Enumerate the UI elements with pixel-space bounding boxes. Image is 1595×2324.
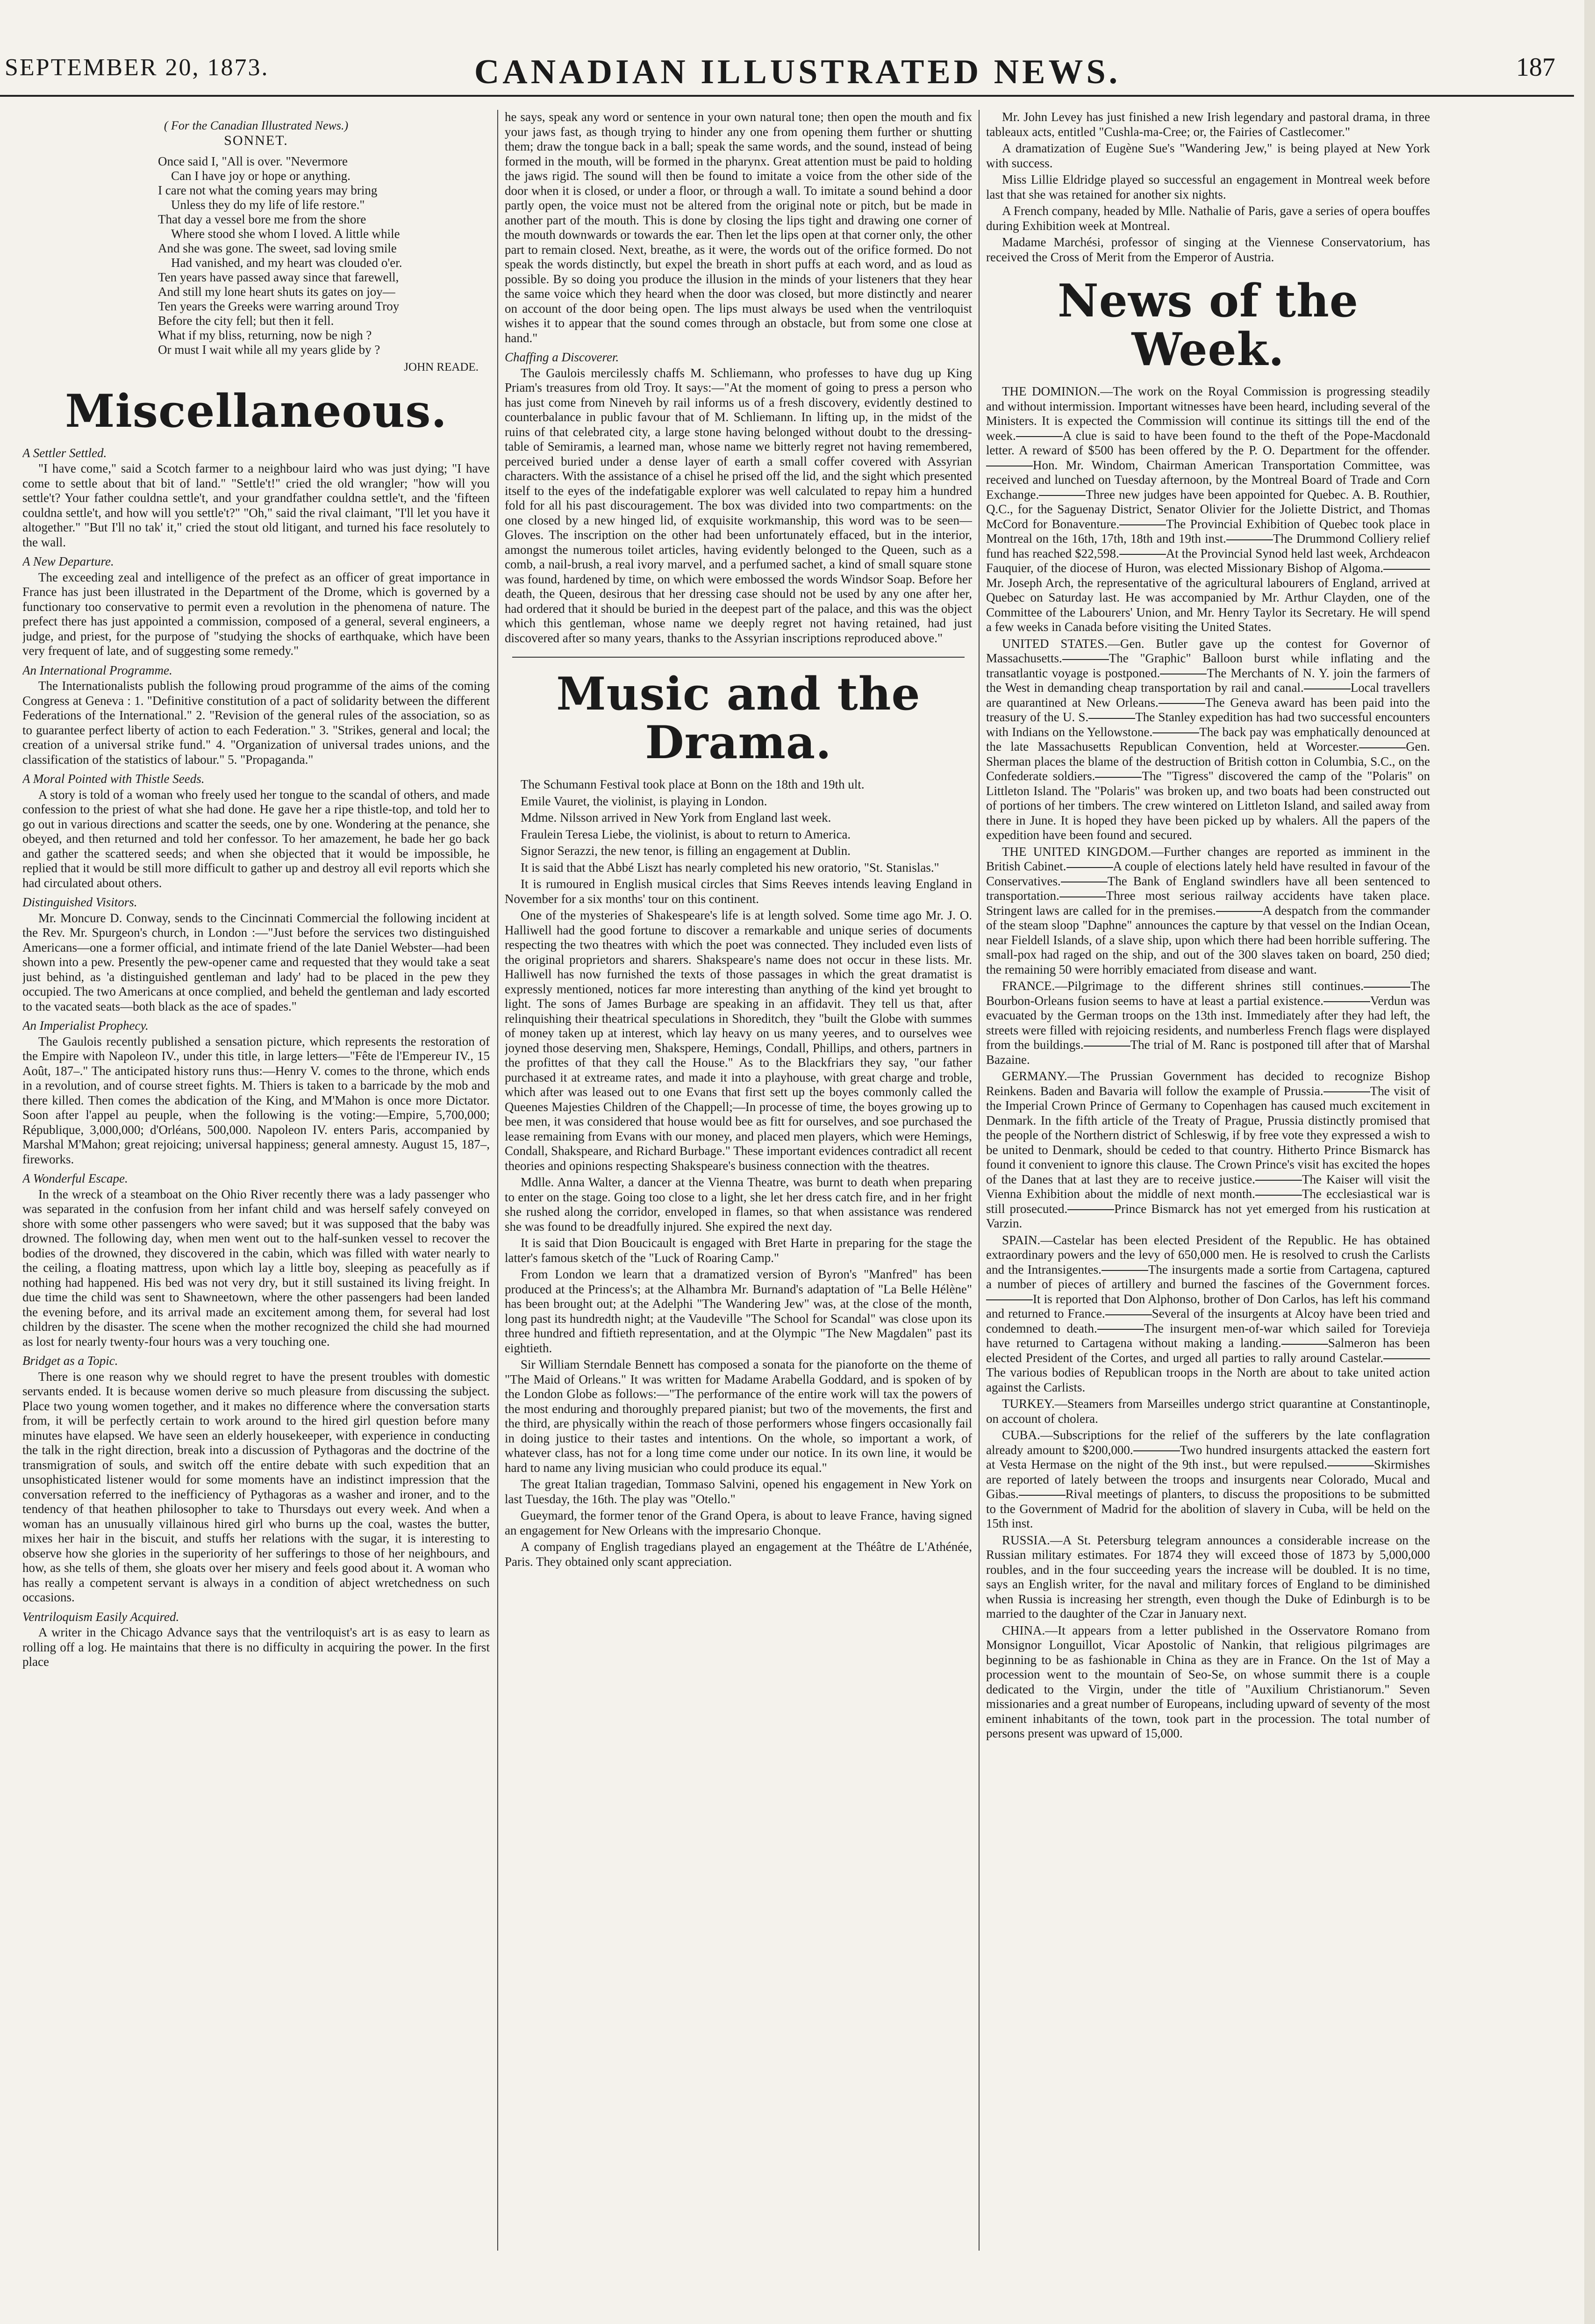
article-paragraph: It is said that Dion Boucicault is engaged with Bret Harte in preparing for the stage the latter's famous sketch of the "Luck of Roaring Camp." [505,1236,972,1265]
item-separator [1226,539,1273,540]
article-paragraph: Sir William Sterndale Bennett has composed a sonata for the pianoforte on the theme of "The Maid of Orleans." It was written for Madame Arabella Goddard, and is spoken of by the London Globe as follows:—"The performance of the entire work will tax the powers of the most enduring and thoroughly prepared pianist; but two of the movements, the first and the third, are physically within the reach of those performers whose fingers occasionally fail in doing justice to their tastes and intentions. On the whole, so important a work, of whatever class, has not for a long time come under our notice. In its own line, it would be hard to name any living musician who could produce its equal." [505,1357,972,1475]
news-item: A despatch from the commander of the steam sloop "Daphne" announces the capture by that vessel on the Indian Ocean, near Fieldell Islands, of a slave ship, upon which there had been horrible suffering. The small-pox had raged on the ship, and out of the 300 slaves taken on board, 250 died; the remaining 50 were horribly emaciated from disease and want. [986,903,1430,976]
news-section: RUSSIA.—A St. Petersburg telegram announces a considerable increase on the Russian military estimates. For 1874 they will exceed those of 1873 by 5,000,000 roubles, and in the four succeeding years the increase will be doubled. It is no time, says an English writer, for the naval and military forces of England to be diminished when Russia is increasing her strength, even though the Duke of Edinburgh is to be married to the daughter of the Czar in January next. [986,1533,1430,1621]
news-item: Hon. Mr. Windom, Chairman American Transportation Committee, was received and lunched on Tuesday afternoon, by the Montreal Board of Trade and Corn Exchange. [986,458,1430,502]
misc-heading: Miscellaneous. [65,384,447,438]
news-item: A couple of elections lately held have resulted in favour of the Conservatives. [986,859,1430,888]
article-title: Ventriloquism Easily Acquired. [22,1609,179,1624]
news-country: TURKEY. [1002,1397,1055,1411]
item-separator [1152,732,1199,733]
news-item: Subscriptions for the relief of the sufferers by the late conflagration already amount to $200,000. [986,1428,1430,1457]
item-separator [1216,911,1263,912]
news-item: Pilgrimage to the different shrines still continues. [1067,979,1364,993]
masthead-rule [0,95,1574,97]
article-title-chaffing: Chaffing a Discoverer. [505,350,619,364]
column-3 [986,110,1430,2255]
news-item: Three new judges have been appointed for Quebec. A. B. Routhier, Q.C., for the Saguenay District, Senator Olivier for the Joliette District, and Thomas McCord for Bonaventure. [986,487,1430,531]
item-separator [986,1299,1033,1300]
article-title: A New Departure. [22,554,114,568]
news-item: A clue is said to have been found to the theft of the Pope-Macdonald letter. A reward of $500 has been offered by the P. O. Department for the offender. [986,428,1430,457]
article-title: An International Programme. [22,663,172,677]
news-section: THE UNITED KINGDOM.—Further changes are reported as imminent in the British Cabinet. A couple of elections lately held have resulted in favour of the Conservatives. The Bank of England swindlers have all been sentenced to transportation. Three most serious railway accidents have taken place. Stringent laws are called for in the premises. A despatch from the commander of the steam sloop "Daphne" announces the capture by that vessel on the Indian Ocean, near Fieldell Islands, of a slave ship, upon which there had been horrible suffering. The small-pox had raged on the ship, and out of the 300 slaves taken on board, 250 died; the remaining 50 were horribly emaciated from disease and want. [986,844,1430,976]
news-item: Further changes are reported as imminent in the British Cabinet. [986,844,1430,873]
article-paragraph: From London we learn that a dramatized version of Byron's "Manfred" has been produced at the Princess's; at the Alhambra Mr. Burnand's adaptation of "La Belle Hélène" has been brought out; at the Adelphi "The Wandering Jew" was, at the close of the month, long past its hundredth night; at the Vaudeville "The School for Scandal" was close upon its three hundred and fiftieth representation, and at the Olympic "The New Magdalen" past its eightieth. [505,1267,972,1355]
news-item: At the Provincial Synod held last week, Archdeacon Fauquier, of the diocese of Huron, was elected Missionary Bishop of Algoma. [986,546,1430,575]
sonnet-line: Ten years the Greeks were warring around Troy [158,299,400,313]
news-item: It appears from a letter published in the Osservatore Romano from Monsignor Longuillot, Vicar Apostolic of Nankin, that religious pilgrimages are beginning to be as fashionable in China as they are in France. On the 1st of May a procession went to the mountain of Seo-Se, on whose summit there is a couple dedicated to the Virgin, under the title of "Auxilium Christianorum." Seven missionaries and a great number of Europeans, including upward of seventy of the most eminent inhabitants of the town, took part in the procession. The total number of persons present was upward of 15,000. [986,1623,1430,1740]
news-item: The trial of M. Ranc is postponed till after that of Marshal Bazaine. [986,1038,1430,1067]
article-paragraph: The Schumann Festival took place at Bonn on the 18th and 19th ult. [521,777,865,791]
item-separator [1255,1180,1302,1181]
news-item: The Kaiser will visit the Vienna Exhibition about the middle of next month. [986,1172,1430,1201]
item-separator [1327,1465,1374,1466]
news-item: Gen. Butler gave up the contest for Governor of Massachusetts. [986,636,1430,665]
news-item: Castelar has been elected President of the Republic. He has obtained extraordinary powers and the levy of 650,000 men. He is resolved to crush the Carlists and the Intransigentes. [986,1233,1430,1277]
column-divider [979,110,980,2251]
sonnet-title: SONNET. [224,132,288,148]
news-country: UNITED STATES. [1002,636,1108,651]
ventriloquism-continued [505,110,972,345]
item-separator [1323,1091,1370,1092]
news-country: RUSSIA. [1002,1533,1050,1547]
news-country: SPAIN. [1002,1233,1041,1247]
page-number: 187 [1516,53,1555,82]
sonnet-line: Unless they do my life of life restore." [171,198,365,212]
article-title: Distinguished Visitors. [22,895,137,909]
news-heading: News of the Week. [1058,274,1359,376]
sonnet-line: Ten years have passed away since that farewell, [158,270,399,284]
music-continued [986,110,1430,265]
column-1 [22,110,490,2255]
news-item: The back pay was emphatically denounced at the late Massachusetts Republican Convention, held at Worcester. [986,724,1430,753]
article-title: Bridget as a Topic. [22,1354,118,1368]
news-item: Skirmishes are reported of lately between the troops and insurgents near Colorado, Mucal and Gibas. [986,1457,1430,1501]
article-paragraph: It is rumoured in English musical circles that Sims Reeves intends leaving England in November for a six months' tour on this continent. [505,877,972,906]
item-separator [1097,1329,1144,1330]
item-separator [1039,495,1086,496]
article-title: A Settler Settled. [22,445,107,460]
sonnet-line: And still my lone heart shuts its gates on joy— [158,285,395,299]
item-separator [1383,1358,1430,1359]
page-edge [1584,0,1595,2324]
article-paragraph: A dramatization of Eugène Sue's "Wandering Jew," is being played at New York with success. [986,141,1430,170]
item-separator [1019,1495,1066,1496]
sonnet-line: Where stood she whom I loved. A little while [171,227,400,241]
sonnet-line: Had vanished, and my heart was clouded o'er. [171,256,402,270]
item-separator [1119,554,1166,555]
news-item: The Stanley expedition has had two successful encounters with Indians on the Yellowstone. [986,710,1430,739]
newspaper-title: CANADIAN ILLUSTRATED NEWS. [474,53,1121,91]
sonnet-line: I care not what the coming years may bring [158,183,378,197]
news-item: The insurgent men-of-war which sailed for Torevieja have returned to Cartagena without making a landing. [986,1321,1430,1350]
item-separator [1088,718,1135,719]
item-separator [1359,747,1406,748]
sonnet-lines [22,154,490,357]
news-item: The Geneva award has been paid into the treasury of the U. S. [986,695,1430,724]
news-item: Steamers from Marseilles undergo strict quarantine at Constantinople, on account of cholera. [986,1397,1430,1426]
news-section: SPAIN.—Castelar has been elected President of the Republic. He has obtained extraordinary powers and the levy of 650,000 men. He is resolved to crush the Carlists and the Intransigentes. The insurgents made a sortie from Cartagena, captured a number of pieces of artillery and burned the fascines of the Government forces.It is reported that Don Alphonso, brother of Don Carlos, has left his command and returned to France. Several of the insurgents at Alcoy have been tried and condemned to death. The insurgent men-of-war which sailed for Torevieja have returned to Cartagena without making a landing. Salmeron has been elected President of the Cortes, and urged all parties to rally around Castelar.The various bodies of Republican troops in the North are about to take united action against the Carlists. [986,1233,1430,1394]
article-paragraph: Mdme. Nilsson arrived in New York from England last week. [521,811,831,825]
news-item: Verdun was evacuated by the German troops on the 13th inst. Immediately after they had left, the streets were filled with rejoicing residents, and numberless French flags were displayed from the buildings. [986,993,1430,1052]
news-item: The Provincial Exhibition of Quebec took place in Montreal on the 16th, 17th, 18th and 19th inst. [986,516,1430,545]
article-paragraph: The Gaulois recently published a sensation picture, which represents the restoration of the Empire with Napoleon IV., under this title, in large letters—"Fête de l'Empereur IV., 15 Août, 187–." The anticipated history runs thus:—Henry V. comes to the throne, which ends in a revolution, and of course street fights. M. Thiers is taken to a barricade by the mob and there killed. Then comes the abdication of the King, and M'Mahon is once more Dictator. Soon after l'appel au peuple, when the following is the voting:—Empire, 5,700,000; République, 3,000,000; d'Orléans, 500,000. Napoleon IV. enters Paris, accompanied by Marshal M'Mahon; great rejoicing; universal happiness; general amnesty. August 15, 187–, fireworks. [22,1034,490,1166]
article-paragraph: The great Italian tragedian, Tommaso Salvini, opened his engagement in New York on last Tuesday, the 16th. The play was "Otello." [505,1477,972,1506]
news-section: CUBA.—Subscriptions for the relief of the sufferers by the late conflagration already amount to $200,000. Two hundred insurgents attacked the eastern fort at Vesta Hermase on the night of the 9th inst., but were repulsed. Skirmishes are reported of lately between the troops and insurgents near Colorado, Mucal and Gibas. Rival meetings of planters, to discuss the propositions to be submitted to the Government of Madrid for the abolition of slavery in Cuba, will be held on the 15th inst. [986,1428,1430,1530]
item-separator [1105,1314,1152,1315]
sonnet-line: What if my bliss, returning, now be nigh ? [158,328,372,342]
news-of-week [986,384,1430,1741]
item-separator [1119,524,1166,525]
item-separator [1133,1450,1180,1451]
news-item: Local travellers are quarantined at New Orleans. [986,681,1430,710]
sonnet-line: Can I have joy or hope or anything. [171,169,350,183]
article-paragraph: Emile Vauret, the violinist, is playing in London. [521,794,767,808]
item-separator [1066,867,1113,868]
sonnet-author: JOHN READE. [404,361,479,373]
article-paragraph: Gueymard, the former tenor of the Grand Opera, is about to leave France, having signed an engagement for New Orleans with the impresario Chonque. [505,1508,972,1537]
news-country: THE DOMINION. [1002,384,1101,398]
item-separator [1095,777,1142,778]
news-country: GERMANY. [1002,1069,1067,1083]
news-country: CHINA. [1002,1623,1045,1637]
news-item: Prince Bismarck has not yet emerged from his rustication at Varzin. [986,1201,1430,1230]
sonnet-line: Once said I, "All is over. "Nevermore [158,154,348,168]
news-item: The Bourbon-Orleans fusion seems to have at least a partial existence. [986,979,1430,1008]
news-country: CUBA. [1002,1428,1040,1442]
sonnet-note: ( For the Canadian Illustrated News.) [164,119,349,132]
news-item: The visit of the Imperial Crown Prince of Germany to Copenhagen has caused much excitement in Denmark. In the fifth article of the Treaty of Prague, Prussia distinctly promised that the people of the Northern district of Schleswig, if by free vote they expressed a wish to be united to Denmark, should be ceded to that country. Hitherto Prince Bismarck has found it convenient to ignore this clause. The Crown Prince's visit has excited the hopes of the Danes that at last they are to receive justice. [986,1083,1430,1186]
sonnet-line: Or must I wait while all my years glide by ? [158,343,380,357]
article-paragraph: A story is told of a woman who freely used her tongue to the scandal of others, and made confession to the priest of what she had done. He gave her a ripe thistle-top, and told her to go out in various directions and scatter the seeds, one by one. Wondering at the penance, she obeyed, and then returned and told her confessor. To her amazement, he bade her go back and gather the scattered seeds; and when she objected that it would be impossible, he replied that it would be still more difficult to gather up and destroy all evil reports which she had circulated about others. [22,787,490,890]
article-paragraph: In the wreck of a steamboat on the Ohio River recently there was a lady passenger who was separated in the confusion from her infant child and was herself safely conveyed on shore with some other passengers who were saved; but it was supposed that the baby was drowned. The following day, when men went out to the half-sunken vessel to recover the bodies of the drowned, they discovered in the cabin, which was filled with water nearly to the ceiling, a floating mattress, upon which lay a little boy, sleeping as peacefully as if nothing had happened. His bed was not very dry, but it still sustained its living freight. In due time the child was sent to Shawneetown, where the other passengers had been landed the evening before, and its arrival made an excitement among them, for several had lost children by the disaster. The scene when the mother recognized the child she had mourned as lost for nearly twenty-four hours was a very touching one. [22,1187,490,1348]
article-paragraph: A French company, headed by Mlle. Nathalie of Paris, gave a series of opera bouffes during Exhibition week at Montreal. [986,204,1430,233]
item-separator [1383,569,1430,570]
news-item: The work on the Royal Commission is progressing steadily and without intermission. Important witnesses have been heard, including several of the Ministers. It is expected the Commission will continue its sittings till the end of the week. [986,384,1430,443]
news-item: The Drummond Colliery relief fund has reached $22,598. [986,531,1430,560]
news-item: The Merchants of N. Y. join the farmers of the West in demanding cheap transportation by rail and canal. [986,666,1430,695]
article-paragraph: It is said that the Abbé Liszt has nearly completed his new oratorio, "St. Stanislas." [521,860,939,875]
article-paragraph: A writer in the Chicago Advance says that the ventriloquist's art is as easy to learn as rolling off a log. He maintains that there is no difficulty in acquiring the power. In the first place [22,1625,490,1669]
news-section: TURKEY.—Steamers from Marseilles undergo strict quarantine at Constantinople, on account of cholera. [986,1397,1430,1426]
item-separator [1364,987,1410,988]
news-item: The insurgents made a sortie from Cartagena, captured a number of pieces of artillery and burned the fascines of the Government forces. [986,1262,1430,1291]
article-paragraph: Miss Lillie Eldridge played so successful an engagement in Montreal week before last that she was retained for another six nights. [986,172,1430,201]
news-item: Two hundred insurgents attacked the eastern fort at Vesta Hermase on the night of the 9th inst., but were repulsed. [986,1442,1430,1471]
item-separator [1067,1209,1114,1210]
item-separator [1281,1344,1328,1345]
article-paragraph: The Internationalists publish the following proud programme of the aims of the coming Congress at Geneva : 1. "Definitive constitution of a pact of solidarity between the different Federations of the International." 2. "Revision of the general rules of the association, so as to guarantee perfect liberty of action to each Federation." 3. "Strikes, general and local; the creation of a universal strike fund." 4. "Organization of universal trades unions, and the classification of the statistics of labour." 5. "Propaganda." [22,679,490,767]
news-section: FRANCE.—Pilgrimage to the different shrines still continues. The Bourbon-Orleans fusion seems to have at least a partial existence. Verdun was evacuated by the German troops on the 13th inst. Immediately after they had left, the streets were filled with rejoicing residents, and numberless French flags were displayed from the buildings. The trial of M. Ranc is postponed till after that of Marshal Bazaine. [986,979,1430,1067]
article-paragraph: Mdlle. Anna Walter, a dancer at the Vienna Theatre, was burnt to death when preparing to enter on the stage. Going too close to a light, she let her dress catch fire, and in her fright she rushed along the corridor, enveloped in flames, so that when assistance was rendered she was found to be dreadfully injured. She expired the next day. [505,1175,972,1234]
item-separator [1323,1001,1370,1002]
music-heading: Music and the Drama. [556,667,921,769]
column-2 [505,110,972,2255]
article-title: A Wonderful Escape. [22,1171,128,1185]
news-item: The Bank of England swindlers have all been sentenced to transportation. [986,874,1430,903]
news-item: A St. Petersburg telegram announces a considerable increase on the Russian military estimates. For 1874 they will exceed those of 1873 by 5,000,000 roubles, and in the four succeeding years the increase will be doubled. It is no time, says an English writer, for the naval and military forces of England to be diminished when Russia is increasing her strength, even though the Duke of Edinburgh is to be married to the daughter of the Czar in January next. [986,1533,1430,1621]
article-paragraph: Mr. Moncure D. Conway, sends to the Cincinnati Commercial the following incident at the Rev. Mr. Spurgeon's church, in London :—"Just before the services two distinguished Americans—one a former official, and intimate friend of the late Daniel Webster—had been shown into a pew. Presently the pew-opener came and requested that they would take a seat just behind, as 'a distinguished gentleman and lady' had to be placed in the pew they occupied. The two Americans at once complied, and beheld the gentleman and lady escorted to the vacated seats—both black as the ace of spades." [22,911,490,1013]
news-country: FRANCE. [1002,979,1055,993]
item-separator [1062,659,1109,660]
article-paragraph: Madame Marchési, professor of singing at the Viennese Conservatorium, has received the Cross of Merit from the Emperor of Austria. [986,235,1430,264]
misc-articles [22,446,490,1670]
article-paragraph: A company of English tragedians played an engagement at the Théâtre de L'Athénée, Paris. They obtained only scant appreciation. [505,1540,972,1569]
item-separator [1159,703,1205,704]
column-divider [497,110,498,2251]
news-section: CHINA.—It appears from a letter published in the Osservatore Romano from Monsignor Longuillot, Vicar Apostolic of Nankin, that religious pilgrimages are beginning to be as fashionable in China as they are in France. On the 1st of May a procession went to the mountain of Seo-Se, on whose summit there is a couple dedicated to the Virgin, under the title of "Auxilium Christianorum." Seven missionaries and a great number of Europeans, including upward of seventy of the most eminent inhabitants of the town, took part in the procession. The total number of persons present was upward of 15,000. [986,1623,1430,1740]
item-separator [1016,436,1063,437]
article-paragraph: Signor Serazzi, the new tenor, is filling an engagement at Dublin. [521,844,851,858]
music-articles [505,777,972,1569]
news-item: Several of the insurgents at Alcoy have been tried and condemned to death. [986,1306,1430,1335]
news-item: Gen. Sherman places the blame of the destruction of British cotton in Columbia, S.C., on the Confederate soldiers. [986,739,1430,783]
news-section: THE DOMINION.—The work on the Royal Commission is progressing steadily and without intermission. Important witnesses have been heard, including several of the Ministers. It is expected the Commission will continue its sittings till the end of the week. A clue is said to have been found to the theft of the Pope-Macdonald letter. A reward of $500 has been offered by the P. O. Department for the offender.Hon. Mr. Windom, Chairman American Transportation Committee, was received and lunched on Tuesday afternoon, by the Montreal Board of Trade and Corn Exchange. Three new judges have been appointed for Quebec. A. B. Routhier, Q.C., for the Saguenay District, Senator Olivier for the Joliette District, and Thomas McCord for Bonaventure. The Provincial Exhibition of Quebec took place in Montreal on the 16th, 17th, 18th and 19th inst. The Drummond Colliery relief fund has reached $22,598. At the Provincial Synod held last week, Archdeacon Fauquier, of the diocese of Huron, was elected Missionary Bishop of Algoma.Mr. Joseph Arch, the representative of the agricultural labourers of England, arrived at Quebec on Saturday last. He was accompanied by Mr. Arthur Clayden, one of the Committee of the Labourers' Union, and Mr. Henry Taylor its Secretary. He will spend a few weeks in Canada before visiting the United States. [986,384,1430,634]
sonnet-line: That day a vessel bore me from the shore [158,212,366,226]
news-item: The various bodies of Republican troops in the North are about to take united action against the Carlists. [986,1365,1430,1394]
item-separator [1255,1195,1302,1196]
news-country: THE UNITED KINGDOM. [1002,844,1151,859]
news-item: The "Tigress" discovered the camp of the "Polaris" on Littleton Island. The "Polaris" was broken up, and two boats had been constructed out of portions of her timbers. The crew wintered on Littleton Island, and sailed away from there in June. It is hoped they have been picked up by whalers. All the papers of the expedition have been found and secured. [986,769,1430,842]
news-item: Salmeron has been elected President of the Cortes, and urged all parties to rally around Castelar. [986,1336,1430,1365]
article-title: An Imperialist Prophecy. [22,1019,149,1033]
article-paragraph: he says, speak any word or sentence in your own natural tone; then open the mouth and fix your jaws fast, as though trying to hinder any one from opening them further or shutting them; draw the tongue back in a ball; speak the same words, and the sound, instead of being formed in the mouth, will be formed in the pharynx. Great attention must be paid to holding the jaws rigid. The sound will then be found to imitate a voice from the other side of the door when it is closed, or under a floor, or through a wall. To imitate a sound behind a door partly open, the voice must not be altered from the original note or pitch, but be made in another part of the mouth. This is done by closing the lips tight and drawing one corner of the mouth downwards or towards the ear. Then let the lips open at that corner only, the other part to remain closed. Next, breathe, as it were, the words out of the orifice formed. Do not speak the words distinctly, but expel the breath in short puffs at each word, and as loud as possible. By so doing you produce the illusion in the minds of your listeners that they hear the same voice which they heard when the door was closed, but more distinctly and nearer on account of the door being open. The lips must always be used when the ventriloquist wishes it to appear that the sound comes through an obstacle, but from some one close at hand." [505,110,972,345]
item-separator [1084,1046,1130,1047]
sonnet-line: And she was gone. The sweet, sad loving smile [158,241,397,255]
article-title: A Moral Pointed with Thistle Seeds. [22,772,205,786]
news-item: It is reported that Don Alphonso, brother of Don Carlos, has left his command and returned to France. [986,1291,1430,1320]
article-paragraph: The exceeding zeal and intelligence of the prefect as an officer of great importance in France has just been illustrated in the Department of the Drome, which is governed by a functionary too conservative to permit even a revolution in the phenomena of nature. The prefect there has just appointed a commission, composed of a general, several engineers, a judge, and priest, for the purpose of "studying the shocks of earthquake, which have been very frequent of late, and of suggesting some remedy." [22,570,490,658]
news-item: The "Graphic" Balloon burst while inflating and the transatlantic voyage is postponed. [986,651,1430,680]
news-item: The ecclesiastical war is still prosecuted. [986,1187,1430,1216]
news-section: UNITED STATES.—Gen. Butler gave up the contest for Governor of Massachusetts. The "Graphic" Balloon burst while inflating and the transatlantic voyage is postponed. The Merchants of N. Y. join the farmers of the West in demanding cheap transportation by rail and canal. Local travellers are quarantined at New Orleans. The Geneva award has been paid into the treasury of the U. S. The Stanley expedition has had two successful encounters with Indians on the Yellowstone. The back pay was emphatically denounced at the late Massachusetts Republican Convention, held at Worcester. Gen. Sherman places the blame of the destruction of British cotton in Columbia, S.C., on the Confederate soldiers. The "Tigress" discovered the camp of the "Polaris" on Littleton Island. The "Polaris" was broken up, and two boats had been constructed out of portions of her timbers. The crew wintered on Littleton Island, and sailed away from there in June. It is hoped they have been picked up by whalers. All the papers of the expedition have been found and secured. [986,636,1430,842]
news-item: Rival meetings of planters, to discuss the propositions to be submitted to the Government of Madrid for the abolition of slavery in Cuba, will be held on the 15th inst. [986,1487,1430,1530]
article-paragraph: Fraulein Teresa Liebe, the violinist, is about to return to America. [521,827,851,841]
item-separator [1101,1270,1148,1271]
news-section: GERMANY.—The Prussian Government has decided to recognize Bishop Reinkens. Baden and Bavaria will follow the example of Prussia. The visit of the Imperial Crown Prince of Germany to Copenhagen has caused much excitement in Denmark. In the fifth article of the Treaty of Prague, Prussia distinctly promised that the people of the Northern district of Schleswig, if by free vote they expressed a wish to be united to Denmark, should be ceded to that country. Hitherto Prince Bismarck has found it convenient to ignore this clause. The Crown Prince's visit has excited the hopes of the Danes that at last they are to receive justice. The Kaiser will visit the Vienna Exhibition about the middle of next month. The ecclesiastical war is still prosecuted. Prince Bismarck has not yet emerged from his rustication at Varzin. [986,1069,1430,1230]
section-rule [512,657,965,658]
masthead [0,0,1595,108]
news-item: The Prussian Government has decided to recognize Bishop Reinkens. Baden and Bavaria will follow the example of Prussia. [986,1069,1430,1098]
article-paragraph: The Gaulois mercilessly chaffs M. Schliemann, who professes to have dug up King Priam's treasures from old Troy. It says:—"At the moment of going to press a person who has just come from Nineveh by rail informs us of a fresh discovery, evidently destined to counterbalance in public favour that of M. Schliemann. In lifting up, in the midst of the ruins of that celebrated city, a large stone having belonged without doubt to the dressing-table of Semiramis, a learned man, whose name we bitterly regret not having remembered, perceived buried under a dense layer of earth a small coffer covered with Assyrian characters. With the assistance of a chisel he prised off the lid, and the sight which presented itself to the eyes of the indefatigable explorer was well calculated to repay him a hundred fold for all his past discouragement. The box was divided into two compartments: on the one closed by a new hinged lid, of exquisite workmanship, this word was to be seen—Gloves. The inscription on the other had been unfortunately effaced, but in the interior, amongst the numerous toilet articles, having evidently belonged to the Queen, such as a comb, a nail-brush, a real ivory marvel, and a perfumed sachet, a kind of small square stone was found, hardened by time, on which were embossed the words Windsor Soap. Before her death, the Queen, desirous that her dressing case should not be used by any one after her, had ordered that it should be buried in the deepest part of the palace, and this was the object which this gentleman, whose name we deeply regret not having retained, had just discovered after so many years, thanks to the Assyrian inscriptions reproduced above." [505,366,972,645]
article-paragraph: Mr. John Levey has just finished a new Irish legendary and pastoral drama, in three tableaux acts, entitled "Cushla-ma-Cree; or, the Fairies of Castlecomer." [986,110,1430,139]
sonnet-line: Before the city fell; but then it fell. [158,314,334,328]
article-paragraph: There is one reason why we should regret to have the present troubles with domestic servants ended. It is because women derive so much pleasure from discussing the subject. Place two young women together, and it makes no difference where the conversation starts from, it will be perfectly certain to work around to the hired girl question before many minutes have elapsed. We have seen an elderly housekeeper, with experience in conducting the talk in the right direction, break into a discussion of Pythagoras and the doctrine of the transmigration of souls, and switch off the entire debate with such expedition that an unsophisticated listener would for some moments have an indistinct impression that the conversation referred to the inefficiency of Pythagoras as a washer and ironer, and to the tendency of that heathen philosopher to take to Thursdays out every week. And when a woman has an unusually villainous hired girl who burns up the coal, wastes the butter, mixes her hair in the biscuit, and stuffs her relations with the sugar, it is interesting to observe how she glories in the superiority of her sufferings to those of her neighbours, and how, as she tells of them, she gloats over her misery and feels good about it. A woman who has really a competent servant is always in a condition of abject wretchedness on such occasions. [22,1369,490,1604]
article-paragraph: One of the mysteries of Shakespeare's life is at length solved. Some time ago Mr. J. O. Halliwell had the good fortune to discover a remarkable and unique series of documents respecting the two theatres with which the poet was connected. They included even lists of the original proprietors and sharers. Shakspeare's name does not occur in these lists. Mr. Halliwell has now furnished the texts of those passages in which the great dramatist is expressly mentioned, notices far more interesting than anything of the kind yet brought to light. The sons of James Burbage are speaking in an affidavit. They tell us that, after relinquishing their theatrical speculations in Shoreditch, they "built the Globe with summes of money taken up at interest, which lay heavy on us many yeeres, and to ourselves wee joyned those deserving men, Shakspere, Hemings, Condall, Phillips, and others, partners in the profittes of that they call the House." As to the Blackfriars they say, "our father purchased it at extreame rates, and made it into a playhouse, with great charge and troble, which after was leased out to one Evans that first sett up the boyes commonly called the Queenes Majesties Children of the Chappell;—In processe of time, the boyes growing up to bee men, it was considered that house would bee as fitt for ourselves, and soe purchased the lease remaining from Evans with our money, and placed men players, which were Hemings, Condall, Shakspeare, and Richard Burbage." These important evidences contradict all recent theories and opinions respecting Shakspeare's business connection with the theatres. [505,908,972,1173]
news-item: Mr. Joseph Arch, the representative of the agricultural labourers of England, arrived at Quebec on Saturday last. He was accompanied by Mr. Arthur Clayden, one of the Committee of the Labourers' Union, and Mr. Henry Taylor its Secretary. He will spend a few weeks in Canada before visiting the United States. [986,575,1430,634]
chaffing-article [505,366,972,646]
news-item: Three most serious railway accidents have taken place. Stringent laws are called for in the premises. [986,889,1430,918]
article-paragraph: "I have come," said a Scotch farmer to a neighbour laird who was just dying; "I have come to settle about that bit of land." "Settle't!" cried the old wrangler; "how will you settle't? Your father couldna settle't, and your grandfather couldna settle't, and the 'fifteen couldna settle't, and how will you settle't?" "Oh," said the rival claimant, "I'll let you have it altogether." "But I'll no tak' it," cried the stout old litigant, and turned his face resolutely to the wall. [22,461,490,549]
issue-date: SEPTEMBER 20, 1873. [5,54,269,81]
